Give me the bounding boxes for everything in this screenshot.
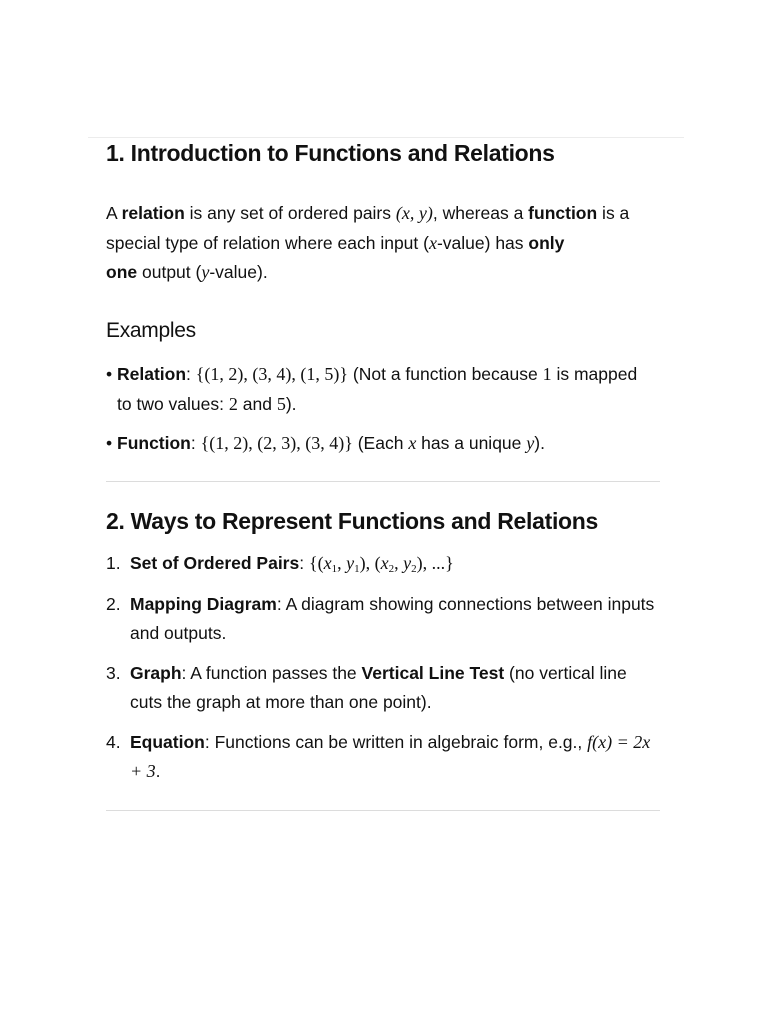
example-function: • Function: {(1, 2), (2, 3), (3, 4)} (Each x has a unique y).: [106, 428, 654, 458]
bullet: •: [106, 364, 113, 384]
ordered-pairs-math: {($x_1$, $y_1$), ($x_2$, $y_2$), ...}: [308, 553, 454, 575]
list-item: 4. Equation: Functions can be written in algebraic form, e.g., f(x) = 2x + 3.: [106, 732, 651, 781]
example-relation: • Relation: {(1, 2), (3, 4), (1, 5)} (Not a function because 1 is mapped to two values: 2 and 5).: [106, 359, 654, 419]
list-item: 1. Set of Ordered Pairs: {($x_1$, $y_1$), ($x_2$, $y_2$), ...}: [106, 553, 454, 575]
function-term: function: [528, 203, 598, 223]
bullet: •: [106, 433, 113, 453]
relation-term: relation: [121, 203, 185, 223]
equation-math: f(x) = 2x + 3: [130, 732, 651, 781]
section-divider: [106, 810, 660, 811]
relation-set: {(1, 2), (3, 4), (1, 5)}: [195, 364, 349, 384]
pair-math: (x, y): [395, 203, 433, 223]
function-set: {(1, 2), (2, 3), (3, 4)}: [200, 433, 353, 453]
list-item: 2. Mapping Diagram: A diagram showing connections between inputs and outputs.: [106, 594, 655, 643]
section-2-title: 2. Ways to Represent Functions and Relations: [106, 508, 599, 534]
intro-paragraph: A relation is any set of ordered pairs (x, y), whereas a function is a special type of relation where each input (x-value) has only one output (y-value).: [106, 203, 630, 282]
list-item: 3. Graph: A function passes the Vertical Line Test (no vertical line cuts the graph at more than one point).: [106, 663, 627, 712]
top-divider: [88, 137, 684, 138]
examples-heading: Examples: [106, 319, 196, 342]
section-1-title: 1. Introduction to Functions and Relations: [106, 140, 555, 166]
section-divider: [106, 481, 660, 482]
